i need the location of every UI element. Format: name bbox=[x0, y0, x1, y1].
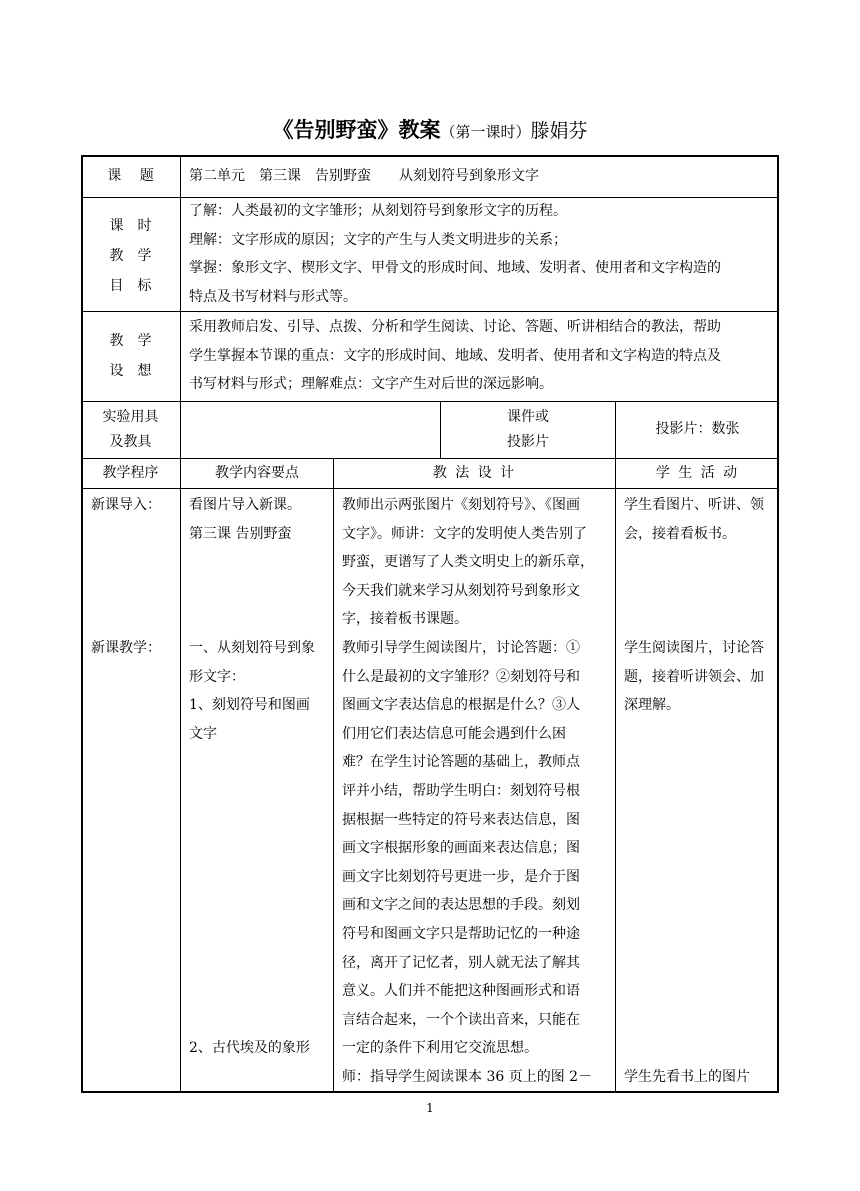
method-line: 今天我们就来学习从刻划符号到象形文 bbox=[342, 582, 580, 599]
tools-value-cell bbox=[181, 405, 440, 457]
objective-line: 掌握：象形文字、楔形文字、甲骨文的形成时间、地域、发明者、使用者和文字构造的 bbox=[189, 260, 721, 277]
activity-line bbox=[624, 920, 779, 949]
content-line bbox=[189, 577, 333, 606]
courseware-label-line: 投影片 bbox=[507, 434, 549, 450]
activity-line bbox=[624, 891, 779, 920]
content-column bbox=[189, 491, 333, 1063]
content-line bbox=[189, 748, 333, 777]
content-line: 看图片导入新课。 bbox=[189, 497, 301, 513]
procedure-line bbox=[91, 605, 180, 634]
method-line: 教师出示两张图片《刻划符号》、《图画 bbox=[342, 497, 580, 513]
content-line bbox=[189, 806, 333, 835]
design-label-line: 教学 bbox=[109, 333, 166, 349]
activity-line: 学生先看书上的图片 bbox=[624, 1068, 750, 1085]
method-line: 画文字比刻划符号更进一步，是介于图 bbox=[342, 868, 580, 885]
content-line bbox=[189, 920, 333, 949]
row-divider bbox=[81, 458, 779, 459]
method-line: 画文字根据形象的画面来表达信息；图 bbox=[342, 840, 580, 857]
method-line: 意义。人们并不能把这种图画形式和语 bbox=[342, 983, 580, 1000]
method-line: 画和文字之间的表达思想的手段。刻划 bbox=[342, 897, 580, 914]
design-text bbox=[189, 313, 779, 399]
method-line: 符号和图画文字只是帮助记忆的一种途 bbox=[342, 925, 580, 942]
procedure-line bbox=[91, 577, 180, 606]
design-line: 采用教师启发、引导、点拨、分析和学生阅读、讨论、答题、听讲相结合的教法，帮助 bbox=[189, 319, 721, 335]
activity-line: 会，接着看板书。 bbox=[624, 525, 736, 542]
method-line: 什么是最初的文字雏形？②刻划符号和 bbox=[342, 668, 580, 685]
column-divider bbox=[615, 401, 616, 1093]
content-line bbox=[189, 949, 333, 978]
content-line: 2、古代埃及的象形 bbox=[189, 1040, 310, 1057]
objectives-label bbox=[81, 211, 180, 301]
method-line: 据根据一些特定的符号来表达信息，图 bbox=[342, 811, 580, 828]
tools-label bbox=[81, 405, 180, 455]
design-line: 书写材料与形式；理解难点：文字产生对后世的深远影响。 bbox=[189, 376, 553, 393]
header-activity: 学 生 活 动 bbox=[655, 465, 740, 481]
design-line: 学生掌握本节课的重点：文字的形成时间、地域、发明者、使用者和文字构造的特点及 bbox=[189, 347, 721, 364]
method-line: 图画文字表达信息的根据是什么？③人 bbox=[342, 697, 580, 714]
activity-line bbox=[624, 806, 779, 835]
activity-line bbox=[624, 1034, 779, 1063]
author-name: 滕娟芬 bbox=[530, 120, 588, 142]
header-procedure: 教学程序 bbox=[102, 465, 159, 481]
procedure-line: 新课导入： bbox=[91, 497, 161, 513]
objective-line: 理解：文字形成的原因；文字的产生与人类文明进步的关系； bbox=[189, 231, 567, 248]
method-line: 难？在学生讨论答题的基础上，教师点 bbox=[342, 754, 580, 771]
courseware-label bbox=[441, 405, 615, 455]
tools-label-line: 及教具 bbox=[109, 434, 152, 450]
method-line: 们用它们表达信息可能会遇到什么困 bbox=[342, 725, 566, 742]
content-line: 形文字： bbox=[189, 668, 245, 685]
content-line: 1、刻划符号和图画 bbox=[189, 697, 310, 714]
content-line: 文字 bbox=[189, 725, 217, 742]
content-line bbox=[189, 977, 333, 1006]
activity-line: 学生看图片、听讲、领 bbox=[624, 497, 764, 513]
content-line bbox=[189, 605, 333, 634]
activity-line bbox=[624, 949, 779, 978]
lesson-title: 《告别野蛮》教案 bbox=[272, 117, 441, 142]
content-line bbox=[189, 863, 333, 892]
content-line bbox=[189, 1006, 333, 1035]
row-divider bbox=[81, 488, 779, 489]
document-title bbox=[0, 114, 860, 144]
activity-line: 深理解。 bbox=[624, 697, 680, 714]
method-line: 字，接着板书课题。 bbox=[342, 611, 468, 628]
procedure-line: 新课教学： bbox=[91, 639, 161, 656]
procedure-line bbox=[91, 520, 180, 549]
method-line: 径，离开了记忆者，别人就无法了解其 bbox=[342, 954, 580, 971]
method-column bbox=[342, 491, 615, 1091]
design-label-line: 设想 bbox=[109, 363, 166, 379]
content-line bbox=[189, 891, 333, 920]
objective-line: 特点及书写材料与形式等。 bbox=[189, 288, 357, 305]
method-line: 评并小结，帮助学生明白：刻划符号根 bbox=[342, 782, 580, 799]
activity-line bbox=[624, 777, 779, 806]
method-line: 文字》。师讲：文字的发明使人类告别了 bbox=[342, 525, 587, 542]
activity-line bbox=[624, 605, 779, 634]
objective-line: 了解：人类最初的文字雏形；从刻划符号到象形文字的历程。 bbox=[189, 203, 567, 219]
content-line bbox=[189, 777, 333, 806]
activity-line: 学生阅读图片，讨论答 bbox=[624, 639, 764, 656]
objectives-label-line: 目标 bbox=[109, 278, 166, 294]
activity-line bbox=[624, 548, 779, 577]
courseware-label-line: 课件或 bbox=[507, 409, 549, 425]
activity-line bbox=[624, 720, 779, 749]
procedure-column bbox=[91, 491, 180, 663]
column-divider bbox=[180, 155, 181, 1093]
lesson-subtitle: （第一课时） bbox=[440, 123, 531, 141]
activity-line bbox=[624, 1006, 779, 1035]
activity-line bbox=[624, 863, 779, 892]
activity-line bbox=[624, 834, 779, 863]
activity-column bbox=[624, 491, 779, 1091]
content-line bbox=[189, 834, 333, 863]
content-line: 第三课 告别野蛮 bbox=[189, 525, 292, 542]
design-label bbox=[81, 326, 180, 386]
projector-value: 投影片：数张 bbox=[655, 421, 740, 437]
content-line: 一、从刻划符号到象 bbox=[189, 639, 315, 656]
objectives-label-line: 教学 bbox=[109, 248, 166, 264]
objectives-text bbox=[189, 197, 779, 311]
method-line: 一定的条件下利用它交流思想。 bbox=[342, 1040, 538, 1057]
row-divider bbox=[81, 401, 779, 402]
content-line bbox=[189, 548, 333, 577]
topic-label: 课 题 bbox=[107, 168, 154, 184]
topic-value: 第二单元 第三课 告别野蛮 从刻划符号到象形文字 bbox=[189, 168, 539, 184]
header-method: 教 法 设 计 bbox=[432, 465, 517, 481]
method-line: 野蛮，更谱写了人类文明史上的新乐章， bbox=[342, 554, 594, 571]
tools-label-line: 实验用具 bbox=[102, 409, 159, 425]
activity-line bbox=[624, 748, 779, 777]
activity-line bbox=[624, 577, 779, 606]
activity-line bbox=[624, 977, 779, 1006]
activity-line: 题，接着听讲领会、加 bbox=[624, 668, 764, 685]
column-divider bbox=[333, 458, 334, 1093]
page-number: 1 bbox=[426, 1101, 434, 1115]
objectives-label-line: 课时 bbox=[109, 218, 166, 234]
method-line: 言结合起来，一个个读出音来，只能在 bbox=[342, 1011, 580, 1028]
header-content: 教学内容要点 bbox=[215, 465, 299, 481]
method-line: 师：指导学生阅读课本 36 页上的图 2－ bbox=[342, 1068, 593, 1085]
procedure-line bbox=[91, 548, 180, 577]
method-line: 教师引导学生阅读图片，讨论答题：① bbox=[342, 639, 580, 656]
